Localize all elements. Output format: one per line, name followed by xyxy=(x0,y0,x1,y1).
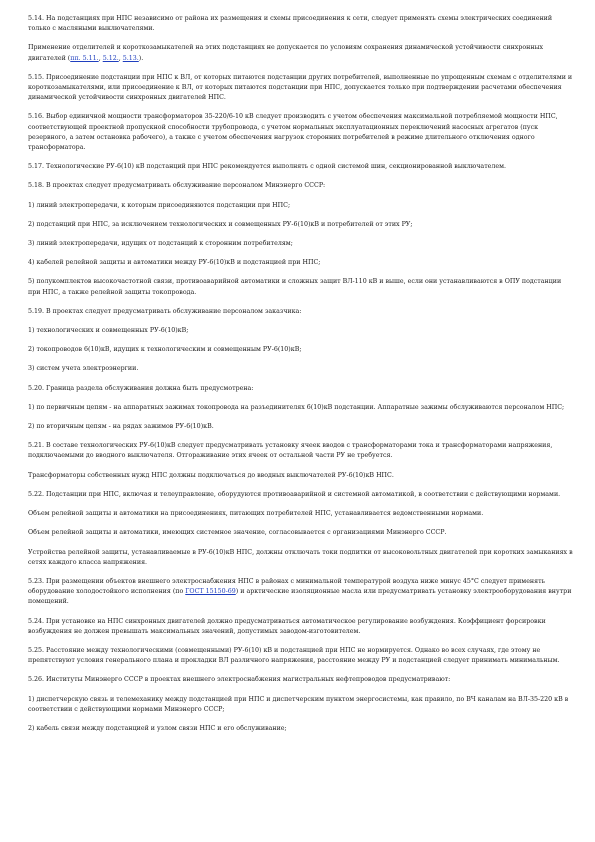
paragraph-5-14: 5.14. На подстанциях при НПС независимо от района их размещения и схемы присоединения к сети, следует применять схемы электрических соединений только с масляными выключателями. xyxy=(28,15,553,33)
link-p-5-13[interactable]: 5.13. xyxy=(122,54,139,62)
paragraph-5-15: 5.15. Присоединение подстанции при НПС к ВЛ, от которых питаются подстанции других потребителей, выполненные по упрощенным схемам с отделителями и короткозамыкателями, или присоединение к ВЛ, от которых питаются подстанции при НПС, допускается только при подтверждении расчетами обеспечения динамической устойчивости синхронных двигателей НПС. xyxy=(28,73,573,102)
paragraph-5-26: 5.26. Институты Минэнерго СССР в проектах внешнего электроснабжения магистральных нефтепроводов предусматривают: xyxy=(28,676,451,684)
link-p-5-12[interactable]: 5.12. xyxy=(102,54,119,62)
list-item: 5) полукомплектов высокочастотной связи, противоаварийной автоматики и сложных защит ВЛ-110 кВ и выше, если они устанавливаются в ОПУ подстанции при НПС, а также релейной защиты токопровода. xyxy=(28,278,562,296)
paragraph-5-21-note: Трансформаторы собственных нужд НПС должны подключаться до вводных выключателей РУ-6(10)кВ НПС. xyxy=(28,471,394,479)
paragraph-5-22-note-1: Объем релейной защиты и автоматики на присоединениях, питающих потребителей НПС, устанавливается ведомственными нормами. xyxy=(28,510,484,518)
list-item: 3) линий электропередачи, идущих от подстанций к сторонним потребителям; xyxy=(28,240,293,248)
link-gost-15150-69[interactable]: ГОСТ 15150-69 xyxy=(185,588,236,596)
paragraph-5-22: 5.22. Подстанции при НПС, включая и телеуправление, оборудуются противоаварийной и системной автоматикой, в соответствии с действующими нормами. xyxy=(28,490,561,498)
paragraph-5-17: 5.17. Технологические РУ-6(10) кВ подстанций при НПС рекомендуется выполнять с одной системой шин, секционированной выключателем. xyxy=(28,163,507,171)
list-item: 3) систем учета электроэнергии. xyxy=(28,365,139,373)
link-p-5-11[interactable]: пп. 5.11. xyxy=(70,54,99,62)
paragraph-5-14-note: Применение отделителей и короткозамыкателей на этих подстанциях не допускается по условиям сохранения динамической устойчивости синхронных двигателей (пп. 5.11., 5.12., 5.13.). xyxy=(28,44,544,62)
paragraph-5-22-note-3: Устройства релейной защиты, устанавливаемые в РУ-6(10)кВ НПС, должны отключать токи подпитки от высоковольтных двигателей при коротких замыканиях в сетях каждого класса напряжения. xyxy=(28,548,573,566)
paragraph-5-22-note-2: Объем релейной защиты и автоматики, имеющих системное значение, согласовывается с организациями Минэнерго СССР. xyxy=(28,529,447,537)
list-item: 1) технологических и совмещенных РУ-6(10)кВ; xyxy=(28,327,189,335)
list-item: 2) токопроводов 6(10)кВ, идущих к технологическим и совмещенным РУ-6(10)кВ; xyxy=(28,346,302,354)
paragraph-5-18: 5.18. В проектах следует предусматривать обслуживание персоналом Минэнерго СССР: xyxy=(28,182,326,190)
list-item: 1) линий электропередачи, к которым присоединяются подстанции при НПС; xyxy=(28,201,291,209)
paragraph-5-20: 5.20. Граница раздела обслуживания должна быть предусмотрена: xyxy=(28,384,254,392)
list-item: 1) по первичным цепям - на аппаратных зажимах токопровода на разъединителях 6(10)кВ подстанции. Аппаратные зажимы обслуживаются персоналом НПС; xyxy=(28,403,565,411)
paragraph-5-19: 5.19. В проектах следует предусматривать обслуживание персоналом заказчика: xyxy=(28,307,302,315)
paragraph-5-25: 5.25. Расстояние между технологическими (совмещенными) РУ-6(10) кВ и подстанцией при НПС не нормируется. Однако во всех случаях, где этому не препятствуют условия генерального плана и прокладки ВЛ различного напряжения, расстояние между РУ и подстанцией следует принимать минимальным. xyxy=(28,646,560,665)
paragraph-5-21: 5.21. В составе технологических РУ-6(10)кВ следует предусматривать установку ячеек вводов с трансформаторами тока и трансформаторами напряжения, подключаемыми до вводного выключателя. Отгораживание этих ячеек от остальной части РУ не требуется. xyxy=(28,442,553,460)
list-item: 1) диспетчерскую связь и телемеханику между подстанцией при НПС и диспетчерским пунктом энергосистемы, как правило, по ВЧ каналам на ВЛ-35-220 кВ в соответствии с действующими нормами Минэнерго СССР; xyxy=(28,695,569,713)
list-item: 4) кабелей релейной защиты и автоматики между РУ-6(10)кВ и подстанцией при НПС; xyxy=(28,259,321,267)
list-item: 2) подстанций при НПС, за исключением технологических и совмещенных РУ-6(10)кВ и потребителей от этих РУ; xyxy=(28,220,413,228)
paragraph-5-24: 5.24. При установке на НПС синхронных двигателей должно предусматриваться автоматическое регулирование возбуждения. Коэффициент форсировки возбуждения не должен превышать максимальных значений, допустимых заводом-изготовителем. xyxy=(28,617,546,635)
list-item: 2) по вторичным цепям - на рядах зажимов РУ-6(10)кВ. xyxy=(28,423,214,431)
paragraph-5-16: 5.16. Выбор единичной мощности трансформаторов 35-220/6-10 кВ следует производить с учетом обеспечения максимальной потребляемой мощности НПС, соответствующей проектной пропускной способности трубопровода, с учетом нормальных эксплуатационных переключений насосных агрегатов (пуск резервного, а затем остановка рабочего), а также с учетом обеспечения нагрузок сторонних потребителей в режиме длительного отключения одного трансформатора. xyxy=(28,113,558,152)
paragraph-5-23: 5.23. При размещении объектов внешнего электроснабжения НПС в районах с минимальной температурой воздуха ниже минус 45°С следует применять оборудование холодостойкого исполнения (по ГОСТ 15150-69) и арктические изоляционные масла или предусматривать установку электрооборудования внутри помещений. xyxy=(28,577,572,606)
list-item: 2) кабель связи между подстанцией и узлом связи НПС и его обслуживание; xyxy=(28,724,287,732)
